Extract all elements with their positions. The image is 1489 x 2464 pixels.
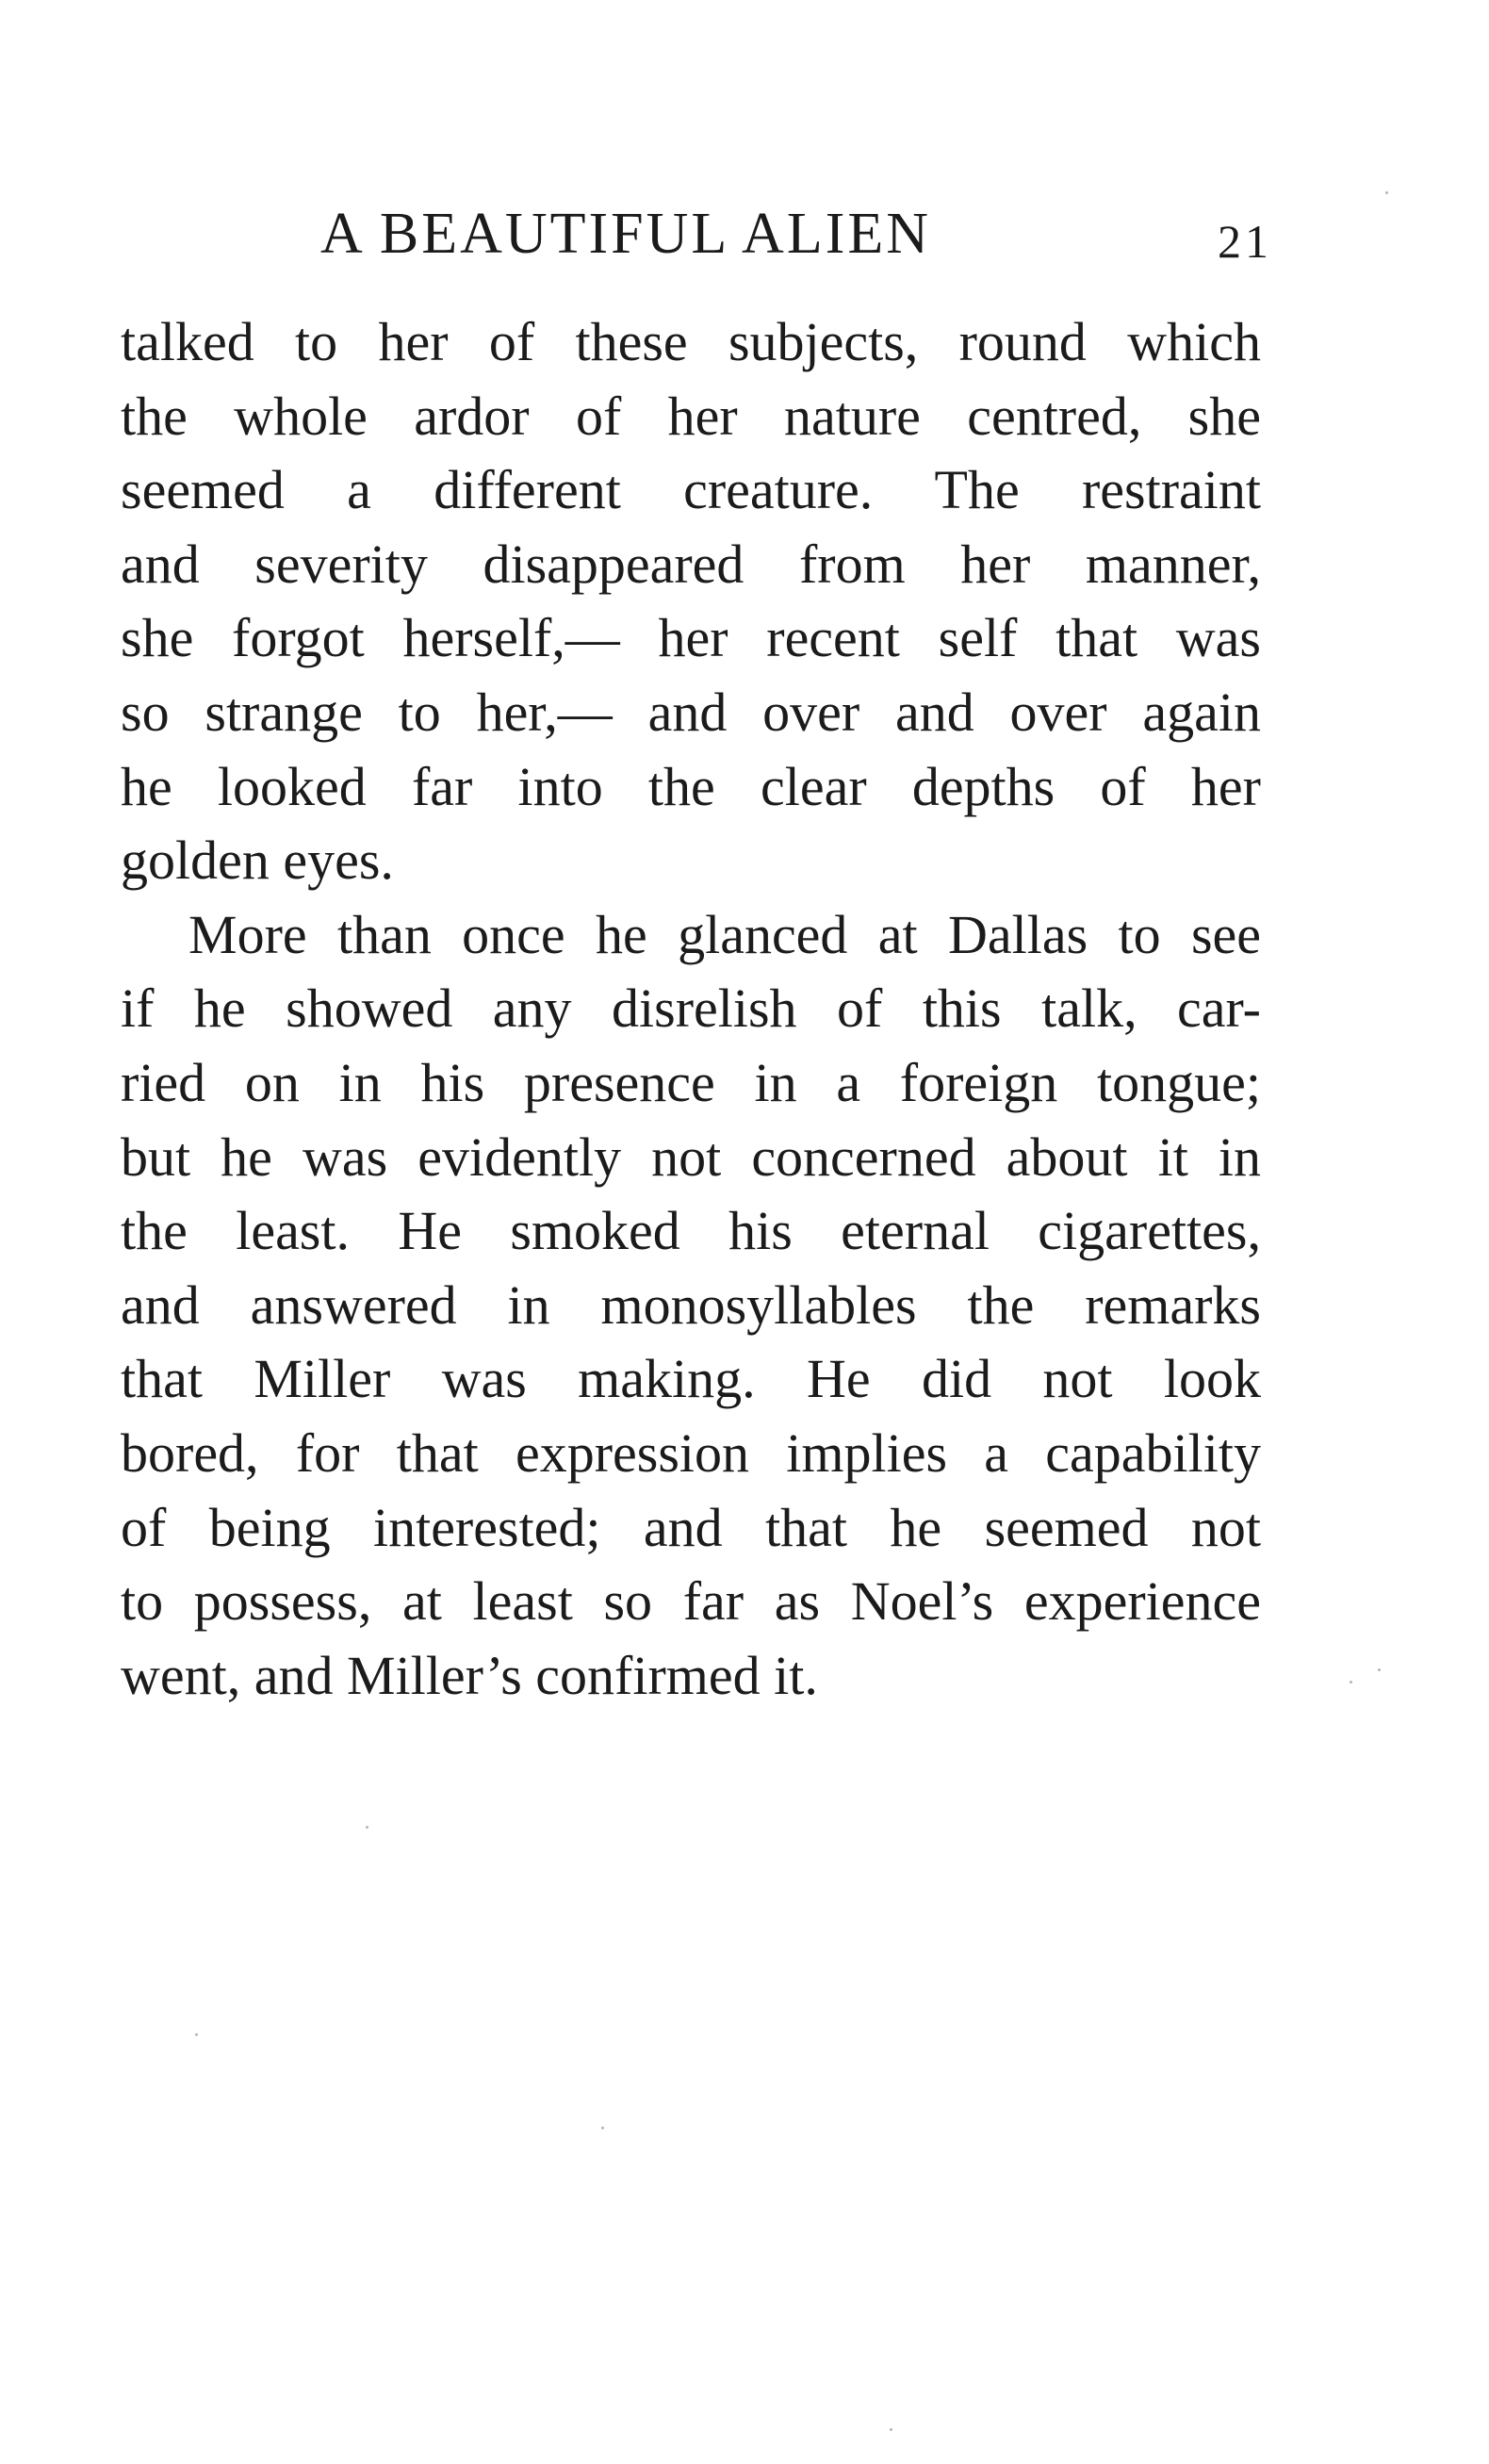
text-line: so strange to her,— and over and over again <box>121 681 1261 743</box>
text-line: golden eyes. <box>121 830 394 892</box>
text-line: ried on in his presence in a foreign tongue; <box>121 1051 1261 1113</box>
scan-speck <box>601 2127 604 2129</box>
body-text <box>121 305 1261 1713</box>
text-line: that Miller was making. He did not look <box>121 1348 1261 1410</box>
text-line: to possess, at least so far as Noel’s experience <box>121 1570 1261 1633</box>
text-line: talked to her of these subjects, round which <box>121 311 1261 372</box>
scan-speck <box>366 1826 368 1829</box>
text-line: went, and Miller’s confirmed it. <box>121 1644 818 1706</box>
text-line: the least. He smoked his eternal cigarettes, <box>121 1200 1261 1262</box>
scan-speck <box>1385 191 1388 194</box>
page-number: 21 <box>1218 215 1272 268</box>
text-line: and severity disappeared from her manner, <box>121 533 1261 595</box>
text-line: she forgot herself,— her recent self that was <box>121 607 1261 669</box>
text-line: bored, for that expression implies a capability <box>121 1421 1261 1484</box>
text-line: and answered in monosyllables the remarks <box>121 1273 1261 1336</box>
paragraph-2 <box>121 898 1261 1714</box>
scan-speck <box>1378 1668 1381 1671</box>
text-line: he looked far into the clear depths of her <box>121 755 1261 817</box>
text-line: seemed a different creature. The restraint <box>121 459 1261 521</box>
text-line: of being interested; and that he seemed not <box>121 1496 1261 1558</box>
running-title: A BEAUTIFUL ALIEN <box>320 202 931 266</box>
scan-speck <box>890 2428 892 2431</box>
text-line: More than once he glanced at Dallas to see <box>188 903 1261 965</box>
text-line: the whole ardor of her nature centred, she <box>121 385 1261 447</box>
scan-speck <box>195 2033 198 2036</box>
scan-speck <box>1350 1681 1352 1684</box>
paragraph-1 <box>121 305 1261 898</box>
text-line: but he was evidently not concerned about it in <box>121 1125 1261 1188</box>
running-head <box>320 196 1272 271</box>
text-line: if he showed any disrelish of this talk, car- <box>121 977 1261 1040</box>
